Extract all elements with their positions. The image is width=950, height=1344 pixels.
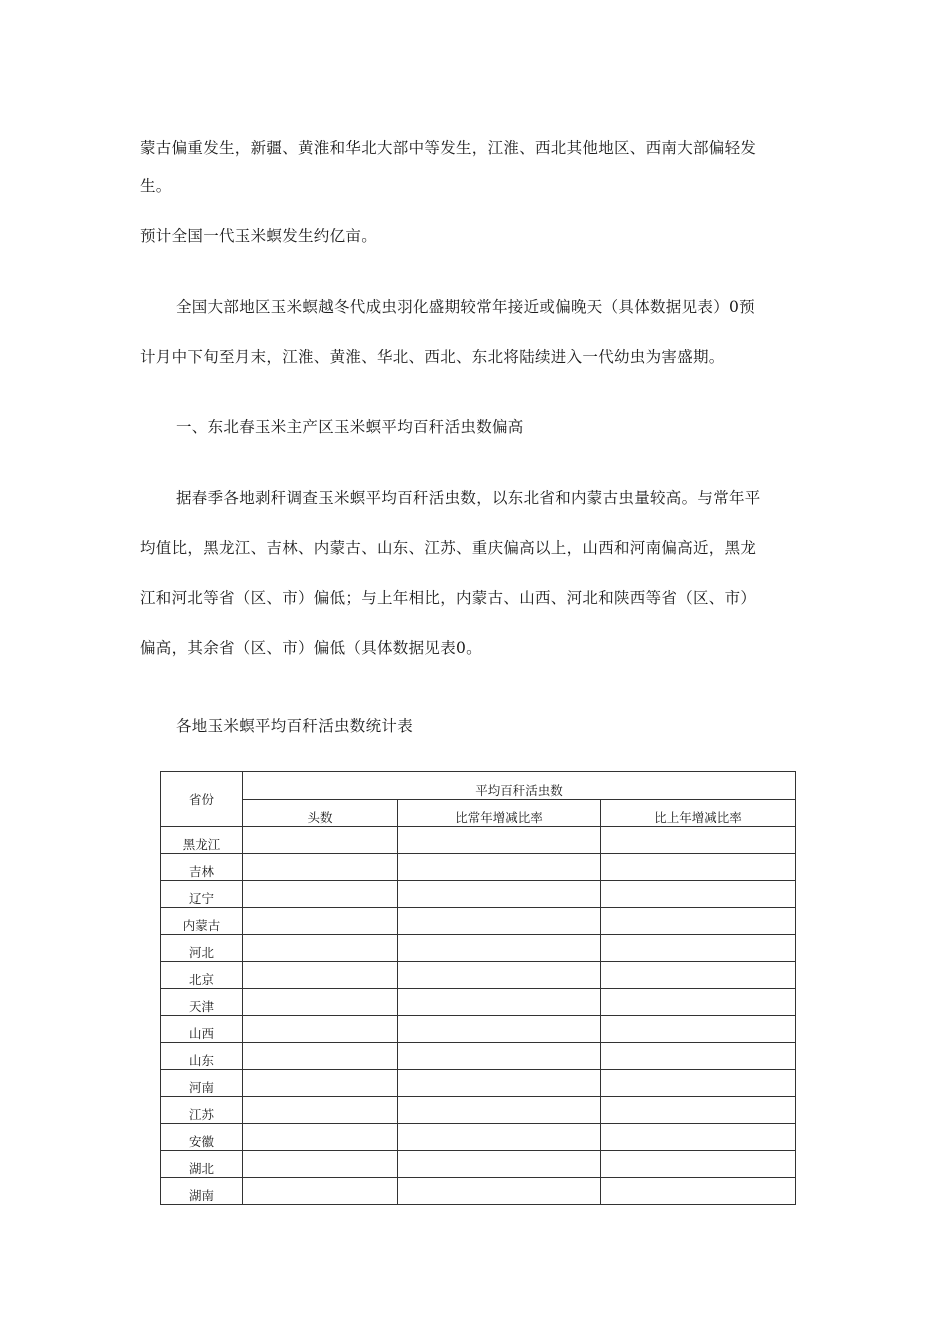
header-vs-normal: 比常年增减比率 [398, 800, 601, 827]
paragraph-4-line-4: 偏高，其余省（区、市）偏低（具体数据见表0。 [140, 639, 482, 657]
table-row [161, 1178, 796, 1205]
table-row [161, 962, 796, 989]
paragraph-3-line-2: 计月中下旬至月末，江淮、黄淮、华北、西北、东北将陆续进入一代幼虫为害盛期。 [140, 348, 725, 366]
vs-normal-cell [398, 908, 601, 935]
count-cell [243, 881, 398, 908]
table-body [161, 827, 796, 1205]
vs-normal-cell [398, 1178, 601, 1205]
vs-last-year-cell [601, 827, 796, 854]
vs-normal-cell [398, 881, 601, 908]
header-count: 头数 [243, 800, 398, 827]
count-cell [243, 1070, 398, 1097]
vs-normal-cell [398, 1070, 601, 1097]
vs-normal-cell [398, 962, 601, 989]
paragraph-4-line-1: 据春季各地剥秆调查玉米螟平均百秆活虫数，以东北省和内蒙古虫量较高。与常年平 [176, 489, 761, 507]
vs-last-year-cell [601, 1070, 796, 1097]
table-row [161, 1016, 796, 1043]
paragraph-4-line-2: 均值比，黑龙江、吉林、内蒙古、山东、江苏、重庆偏高以上，山西和河南偏高近，黑龙 [140, 539, 757, 557]
vs-normal-cell [398, 827, 601, 854]
table-title: 各地玉米螟平均百秆活虫数统计表 [176, 717, 414, 735]
count-cell [243, 1043, 398, 1070]
count-cell [243, 1097, 398, 1124]
vs-last-year-cell [601, 989, 796, 1016]
count-cell [243, 1178, 398, 1205]
paragraph-4-line-3: 江和河北等省（区、市）偏低；与上年相比，内蒙古、山西、河北和陕西等省（区、市） [140, 589, 757, 607]
province-cell: 湖北 [161, 1151, 243, 1178]
province-cell: 山东 [161, 1043, 243, 1070]
count-cell [243, 827, 398, 854]
vs-normal-cell [398, 1097, 601, 1124]
table-row [161, 908, 796, 935]
province-cell: 北京 [161, 962, 243, 989]
table-row [161, 989, 796, 1016]
vs-last-year-cell [601, 854, 796, 881]
count-cell [243, 908, 398, 935]
table-row [161, 1124, 796, 1151]
vs-last-year-cell [601, 1043, 796, 1070]
province-cell: 河南 [161, 1070, 243, 1097]
paragraph-1-line-2: 生。 [140, 177, 172, 195]
paragraph-1-line-1: 蒙古偏重发生，新疆、黄淮和华北大部中等发生，江淮、西北其他地区、西南大部偏轻发 [140, 139, 757, 157]
province-cell: 吉林 [161, 854, 243, 881]
stats-table-container [160, 771, 796, 1211]
count-cell [243, 1124, 398, 1151]
header-province: 省份 [161, 772, 243, 827]
count-cell [243, 1151, 398, 1178]
count-cell [243, 854, 398, 881]
province-cell: 内蒙古 [161, 908, 243, 935]
vs-last-year-cell [601, 935, 796, 962]
vs-last-year-cell [601, 1097, 796, 1124]
stats-table [160, 771, 796, 1205]
table-row [161, 881, 796, 908]
table-row [161, 854, 796, 881]
vs-normal-cell [398, 1124, 601, 1151]
section-heading: 一、东北春玉米主产区玉米螟平均百秆活虫数偏高 [176, 418, 524, 436]
province-cell: 安徽 [161, 1124, 243, 1151]
table-row [161, 827, 796, 854]
province-cell: 山西 [161, 1016, 243, 1043]
table-row [161, 935, 796, 962]
vs-last-year-cell [601, 1124, 796, 1151]
table-row [161, 1097, 796, 1124]
vs-normal-cell [398, 989, 601, 1016]
province-cell: 黑龙江 [161, 827, 243, 854]
province-cell: 辽宁 [161, 881, 243, 908]
header-vs-last-year: 比上年增减比率 [601, 800, 796, 827]
vs-last-year-cell [601, 1178, 796, 1205]
table-row [161, 1070, 796, 1097]
province-cell: 湖南 [161, 1178, 243, 1205]
vs-last-year-cell [601, 1151, 796, 1178]
province-cell: 天津 [161, 989, 243, 1016]
vs-normal-cell [398, 1016, 601, 1043]
province-cell: 河北 [161, 935, 243, 962]
vs-normal-cell [398, 1151, 601, 1178]
header-group: 平均百秆活虫数 [243, 772, 796, 800]
count-cell [243, 1016, 398, 1043]
paragraph-2-line-1: 预计全国一代玉米螟发生约亿亩。 [140, 227, 378, 245]
count-cell [243, 962, 398, 989]
count-cell [243, 989, 398, 1016]
table-row [161, 1151, 796, 1178]
vs-normal-cell [398, 1043, 601, 1070]
province-cell: 江苏 [161, 1097, 243, 1124]
vs-last-year-cell [601, 908, 796, 935]
vs-normal-cell [398, 854, 601, 881]
vs-last-year-cell [601, 962, 796, 989]
table-row [161, 1043, 796, 1070]
vs-last-year-cell [601, 1016, 796, 1043]
vs-last-year-cell [601, 881, 796, 908]
paragraph-3-line-1: 全国大部地区玉米螟越冬代成虫羽化盛期较常年接近或偏晚天（具体数据见表）0预 [176, 298, 755, 316]
count-cell [243, 935, 398, 962]
vs-normal-cell [398, 935, 601, 962]
